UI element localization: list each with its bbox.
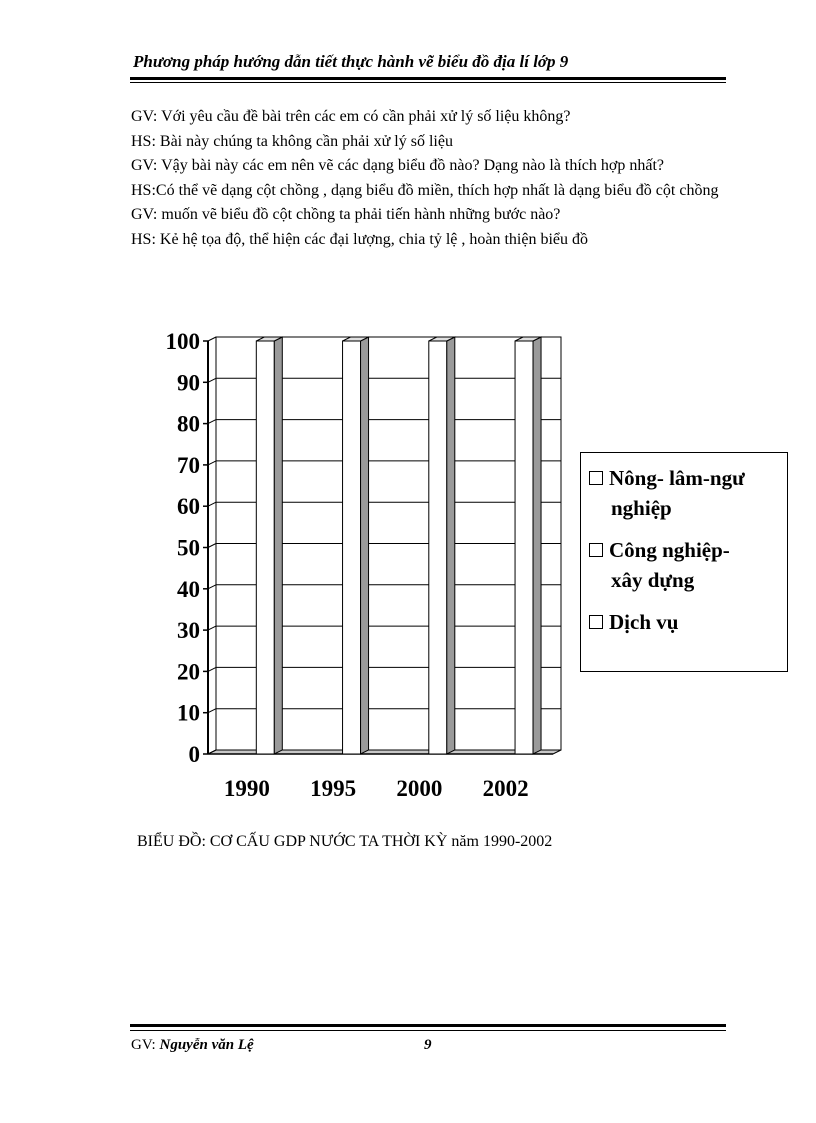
legend-label: nghiệp: [611, 496, 672, 520]
legend-swatch: [589, 471, 603, 485]
bar-2000: [429, 341, 447, 754]
y-tick-label: 40: [177, 576, 200, 602]
header-rule: [130, 77, 726, 80]
gdp-structure-chart: [150, 322, 570, 812]
gridline-diag: [208, 667, 216, 671]
gridline-diag: [208, 544, 216, 548]
x-tick-label: 2000: [396, 776, 443, 801]
bar-1990: [256, 341, 274, 754]
header-rule-thin: [130, 82, 726, 83]
legend-label: Dịch vụ: [589, 607, 785, 637]
gridline-diag: [208, 502, 216, 506]
y-tick-label: 0: [188, 742, 200, 767]
dialogue-text: [131, 105, 727, 252]
legend-label: Nông- lâm-ngư: [589, 463, 785, 493]
gridline-diag: [208, 585, 216, 589]
chart-legend: [580, 452, 788, 672]
y-tick-label: 50: [177, 535, 200, 561]
y-tick-label: 80: [177, 411, 200, 437]
legend-swatch: [589, 615, 603, 629]
footer-rule: [130, 1024, 726, 1027]
footer-teacher-name: Nguyễn văn Lệ: [159, 1037, 254, 1053]
chart-caption: BIỂU ĐỒ: CƠ CẤU GDP NƯỚC TA THỜI KỲ năm 1990-2002: [137, 833, 553, 850]
gridline-diag: [208, 337, 216, 341]
dialogue-line: HS: Bài này chúng ta không cần phải xử lý số liệu: [131, 132, 453, 150]
dialogue-line: HS:Có thể vẽ dạng cột chồng , dạng biểu đồ miền, thích hợp nhất là dạng biểu đồ cột chồng: [131, 181, 719, 199]
y-tick-label: 90: [177, 370, 200, 396]
y-tick-label: 100: [165, 329, 200, 354]
bar-2002: [515, 341, 533, 754]
y-tick-label: 70: [177, 452, 200, 478]
gridline-diag: [208, 378, 216, 382]
y-tick-label: 30: [177, 618, 200, 644]
x-tick-label: 2002: [482, 776, 529, 801]
legend-item: [589, 607, 785, 637]
y-tick-label: 60: [177, 494, 200, 520]
bar-side-1990: [274, 337, 282, 754]
bar-side-2002: [533, 337, 541, 754]
header-title: Phương pháp hướng dẫn tiết thực hành vẽ biểu đồ địa lí lớp 9: [133, 52, 569, 71]
bar-side-1995: [361, 337, 369, 754]
dialogue-line: GV: Với yêu cầu đề bài trên các em có cần phải xử lý số liệu không?: [131, 108, 571, 125]
y-tick-label: 10: [177, 700, 200, 726]
legend-item: [589, 535, 785, 595]
dialogue-line: GV: muốn vẽ biểu đồ cột chồng ta phải tiến hành những bước nào?: [131, 206, 561, 223]
gridline-diag: [208, 461, 216, 465]
x-tick-label: 1995: [310, 776, 357, 801]
legend-label: Công nghiệp-: [589, 535, 785, 565]
y-tick-label: 20: [177, 659, 200, 685]
legend-item: [589, 463, 785, 523]
legend-swatch: [589, 543, 603, 557]
dialogue-line: HS: Kẻ hệ tọa độ, thể hiện các đại lượng, chia tỷ lệ , hoàn thiện biểu đồ: [131, 230, 589, 248]
footer-teacher: [131, 1037, 254, 1054]
x-tick-label: 1990: [223, 776, 270, 801]
footer-gv-label: GV:: [131, 1037, 156, 1053]
footer-rule-thin: [130, 1030, 726, 1031]
page-number: 9: [424, 1037, 432, 1053]
bar-side-2000: [447, 337, 455, 754]
bar-1995: [343, 341, 361, 754]
dialogue-line: GV: Vậy bài này các em nên vẽ các dạng biểu đồ nào? Dạng nào là thích hợp nhất?: [131, 157, 664, 174]
gridline-diag: [208, 420, 216, 424]
gridline-diag: [208, 626, 216, 630]
gridline-diag: [208, 709, 216, 713]
legend-label: xây dựng: [611, 568, 695, 592]
